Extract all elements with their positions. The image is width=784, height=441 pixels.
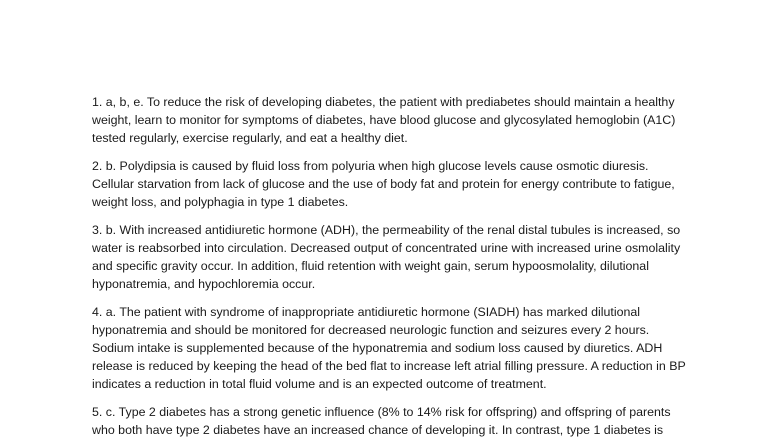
answer-item-2: 2. b. Polydipsia is caused by fluid loss from polyuria when high glucose levels cause osmotic diuresis. Cellular starvation from lack of glucose and the use of body fat and protein for energy contribute to fatigue, weight loss, and polyphagia in type 1 diabetes. [92,159,675,209]
answer-item-4: 4. a. The patient with syndrome of inappropriate antidiuretic hormone (SIADH) has marked dilutional hyponatremia and should be monitored for decreased neurologic function and seizures every 2 hours. Sodium intake is supplemented because of the hyponatremia and sodium loss caused by diuretics. ADH release is reduced by keeping the head of the bed flat to increase left atrial filling pressure. A reduction in BP indicates a reduction in total fluid volume and is an expected outcome of treatment. [92,305,686,391]
answer-item-1: 1. a, b, e. To reduce the risk of developing diabetes, the patient with prediabetes should maintain a healthy weight, learn to monitor for symptoms of diabetes, have blood glucose and glycosylated hemoglobin (A1C) tested regularly, exercise regularly, and eat a healthy diet. [92,95,676,145]
answer-item-3: 3. b. With increased antidiuretic hormone (ADH), the permeability of the renal distal tubules is increased, so water is reabsorbed into circulation. Decreased output of concentrated urine with increased urine osmolality and specific gravity occur. In addition, fluid retention with weight gain, serum hypoosmolality, dilutional hyponatremia, and hypochloremia occur. [92,223,681,291]
answer-list [92,93,692,441]
answer-item-5: 5. c. Type 2 diabetes has a strong genetic influence (8% to 14% risk for offspring) and offspring of parents who both have type 2 diabetes have an increased chance of developing it. In contrast, type 1 diabetes is [92,405,671,437]
